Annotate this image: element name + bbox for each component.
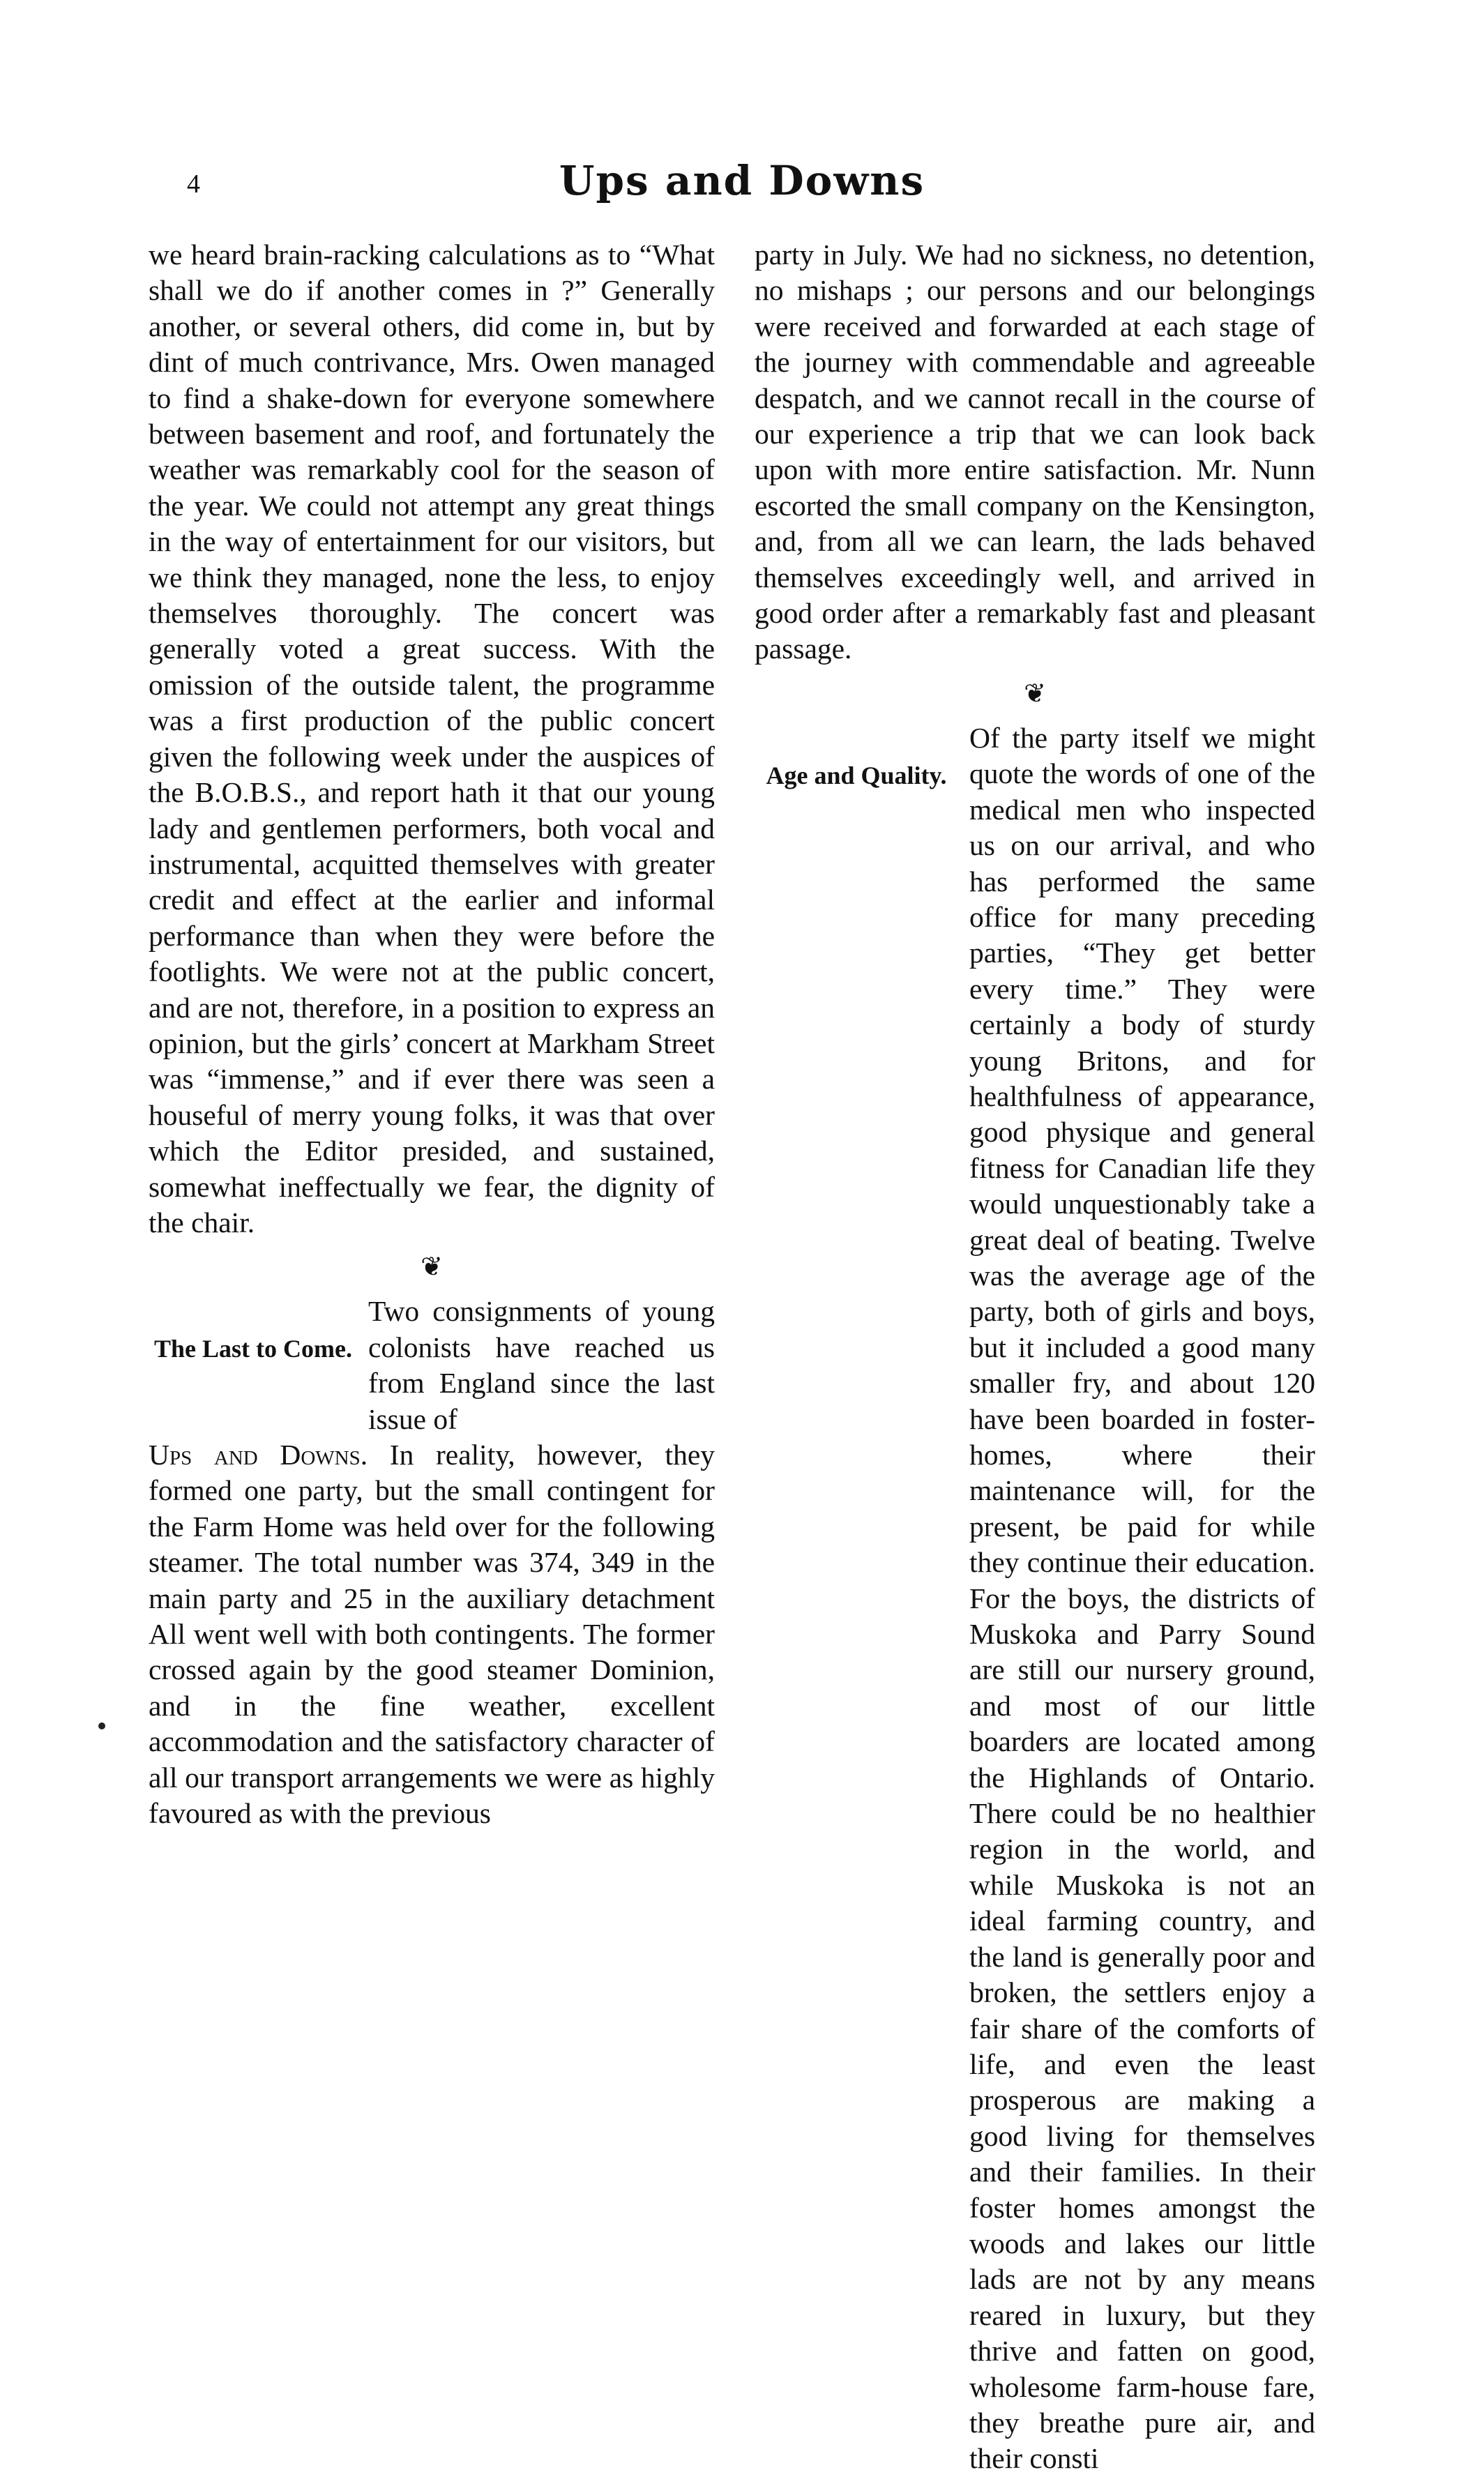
section-last-to-come: [149, 1294, 715, 1437]
periodical-name: Ups and Downs.: [149, 1439, 368, 1471]
left-column: [149, 237, 715, 1831]
section-divider-ornament: ❦: [1024, 679, 1046, 709]
page-number: 4: [187, 169, 200, 199]
running-title: Ups and Downs: [559, 157, 925, 204]
continuation-text: In reality, however, they formed one party, but the small contingent for the Farm Home was held over for the following steamer. The total number was 374, 349 in the main party and 25 in the auxiliary detachment All went well with both contingents. The former crossed again by the good steamer Dominion, and in the fine weather, excellent accommodation and the satisfactory character of all our transport arrangements we were as highly favoured as with the previous: [149, 1439, 715, 1830]
sidenote-last-to-come: The Last to Come.: [154, 1335, 352, 1363]
right-column: [755, 237, 1315, 2477]
section-opening-text: Two consignments of young colonists have reached us from England since the last issue of: [368, 1295, 715, 1435]
section-body-text: Of the party itself we might quote the words of one of the medical men who inspected us on our arrival, and who has performed the same office for many preceding parties, “They get better every time.” They were certainly a body of sturdy young Britons, and for healthfulness of appearance, good physique and general fitness for Canadian life they would unquestionably take a great deal of beating. Twelve was the average age of the party, both of girls and boys, but it included a good many smaller fry, and about 120 have been boarded in foster-homes, where their maintenance will, for the present, be paid for while they continue their education. For the boys, the districts of Muskoka and Parry Sound are still our nursery ground, and most of our little boarders are located among the Highlands of Ontario. There could be no healthier region in the world, and while Muskoka is not an ideal farming country, and the land is generally poor and broken, the settlers enjoy a fair share of the comforts of life, and even the least prosperous are making a good living for themselves and their families. In their foster homes amongst the woods and lakes our little lads are not by any means reared in luxury, but they thrive and fatten on good, wholesome farm-house fare, they breathe pure air, and their consti: [969, 721, 1315, 2475]
section-divider-ornament: ❦: [421, 1252, 443, 1282]
section-age-and-quality: [755, 720, 1315, 2477]
margin-mark: [98, 1722, 105, 1729]
sidenote-age-and-quality: Age and Quality.: [766, 761, 947, 789]
left-intro-paragraph: we heard brain-racking calculations as to “What shall we do if another comes in ?” Generally another, or several others, did come in, but by dint of much contrivance, Mrs. Owen managed to find a shake-down for everyone somewhere between basement and roof, and fortunately the weather was remarkably cool for the season of the year. We could not attempt any great things in the way of entertainment for our visitors, but we think they managed, none the less, to enjoy themselves thoroughly. The concert was generally voted a great success. With the omission of the outside talent, the programme was a first production of the public concert given the following week under the auspices of the B.O.B.S., and report hath it that our young lady and gentlemen performers, both vocal and instrumental, acquitted themselves with greater credit and effect at the earlier and informal performance than when they were before the footlights. We were not at the public concert, and are not, therefore, in a position to express an opinion, but the girls’ concert at Markham Street was “immense,” and if ever there was seen a houseful of merry young folks, it was that over which the Editor presided, and sustained, somewhat ineffectually we fear, the dignity of the chair.: [149, 238, 715, 1238]
right-intro-paragraph: party in July. We had no sickness, no detention, no mishaps ; our persons and our belongings were received and forwarded at each stage of the journey with commendable and agreeable despatch, and we cannot recall in the course of our experience a trip that we can look back upon with more entire satisfaction. Mr. Nunn escorted the small company on the Kensington, and, from all we can learn, the lads behaved themselves exceedingly well, and arrived in good order after a remarkably fast and pleasant passage.: [755, 238, 1315, 665]
section-continuation: [149, 1437, 715, 1831]
